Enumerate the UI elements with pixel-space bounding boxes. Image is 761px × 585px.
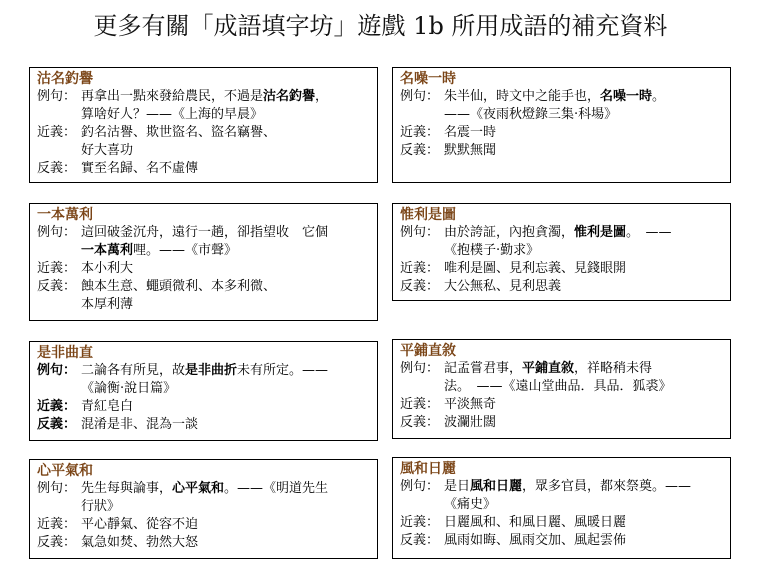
antonym-row xyxy=(400,414,724,432)
antonym-text: 氣急如焚、勃然大怒 xyxy=(81,535,199,550)
idiom-highlight: 惟利是圖 xyxy=(574,225,627,240)
idiom-title: 一本萬利 xyxy=(37,207,93,223)
example-text: 先生每與論事，心平氣和。——《明道先生 行狀》 xyxy=(81,481,329,514)
idiom-highlight: 風和日麗 xyxy=(470,479,523,494)
idiom-highlight: 平鋪直敘 xyxy=(522,361,575,376)
antonym-row xyxy=(37,534,371,552)
example-text: 記孟嘗君事，平鋪直敘，祥略稍未得 法。 ——《遠山堂曲品．具品．狐裘》 xyxy=(444,361,672,394)
idiom-card xyxy=(29,203,378,321)
synonym-text: 平淡無奇 xyxy=(444,397,497,412)
example-label: 例句： xyxy=(400,89,440,104)
example-row xyxy=(400,360,724,396)
example-text: 二論各有所見，故是非曲折未有所定。—— 《論衡·說日篇》 xyxy=(81,363,329,396)
synonym-label: 近義： xyxy=(37,125,77,140)
idiom-card xyxy=(29,341,378,441)
example-label: 例句： xyxy=(400,361,440,376)
example-row xyxy=(37,88,371,124)
synonym-row xyxy=(37,398,371,416)
idiom-card xyxy=(392,457,731,559)
antonym-label: 反義： xyxy=(37,279,77,294)
idiom-highlight: 是非曲折 xyxy=(185,363,238,378)
idiom-title: 心平氣和 xyxy=(37,463,93,479)
idiom-highlight: 一本萬利 xyxy=(81,243,134,258)
antonym-row xyxy=(37,160,371,178)
synonym-text: 本小利大 xyxy=(81,261,134,276)
antonym-row xyxy=(37,278,371,314)
synonym-text: 名震一時 xyxy=(444,125,497,140)
antonym-text: 蝕本生意、蠅頭微利、本多利微、 本厚利薄 xyxy=(81,279,277,312)
idiom-highlight: 名噪一時 xyxy=(600,89,653,104)
synonym-label: 近義： xyxy=(400,125,440,140)
page-title: 更多有關「成語填字坊」遊戲 1b 所用成語的補充資料 xyxy=(93,12,668,40)
synonym-label: 近義： xyxy=(400,261,440,276)
antonym-label: 反義： xyxy=(400,415,440,430)
synonym-row xyxy=(400,260,724,278)
antonym-label: 反義： xyxy=(400,143,440,158)
antonym-text: 風雨如晦、風雨交加、風起雲佈 xyxy=(444,533,627,548)
antonym-row xyxy=(400,532,724,550)
idiom-card xyxy=(392,67,731,183)
example-row xyxy=(400,224,724,260)
idiom-title: 風和日麗 xyxy=(400,461,456,477)
example-row xyxy=(400,478,724,514)
synonym-row xyxy=(37,516,371,534)
antonym-label: 反義： xyxy=(37,161,77,176)
antonym-row xyxy=(400,278,724,296)
example-text: 由於誇証，內抱貪濁，惟利是圖。 —— 《抱樸子·勤求》 xyxy=(444,225,672,258)
example-text: 是日風和日麗，眾多官員，都來祭奠。—— 《痛史》 xyxy=(444,479,692,512)
antonym-label: 反義： xyxy=(400,533,440,548)
antonym-label: 反義： xyxy=(37,417,77,432)
idiom-title: 平鋪直敘 xyxy=(400,343,456,359)
synonym-text: 唯利是圖、見利忘義、見錢眼開 xyxy=(444,261,627,276)
synonym-row xyxy=(400,514,724,532)
example-label: 例句： xyxy=(37,225,77,240)
synonym-text: 平心靜氣、從容不迫 xyxy=(81,517,199,532)
synonym-row xyxy=(37,124,371,160)
antonym-label: 反義： xyxy=(37,535,77,550)
antonym-row xyxy=(400,142,724,160)
antonym-text: 波瀾壯闊 xyxy=(444,415,497,430)
example-row xyxy=(37,362,371,398)
example-text: 朱半仙，時文中之能手也，名噪一時。 ——《夜雨秋燈錄三集·科場》 xyxy=(444,89,666,122)
example-label: 例句： xyxy=(37,89,77,104)
idiom-highlight: 沽名釣譽 xyxy=(263,89,316,104)
idiom-card xyxy=(29,67,378,183)
antonym-text: 默默無聞 xyxy=(444,143,497,158)
example-text: 這回破釜沉舟，遠行一趟，卻指望收 它個 一本萬利哩。——《市聲》 xyxy=(81,225,329,258)
synonym-label: 近義： xyxy=(37,517,77,532)
idiom-card xyxy=(29,459,378,559)
idiom-card xyxy=(392,339,731,439)
example-label: 例句： xyxy=(400,479,440,494)
example-row xyxy=(400,88,724,124)
synonym-label: 近義： xyxy=(37,399,77,414)
antonym-text: 實至名歸、名不虛傳 xyxy=(81,161,199,176)
synonym-row xyxy=(400,124,724,142)
synonym-label: 近義： xyxy=(400,515,440,530)
synonym-text: 日麗風和、和風日麗、風暖日麗 xyxy=(444,515,627,530)
antonym-text: 混淆是非、混為一談 xyxy=(81,417,199,432)
synonym-row xyxy=(400,396,724,414)
synonym-text: 釣名沽譽、欺世盜名、盜名竊譽、 好大喜功 xyxy=(81,125,277,158)
idiom-title: 沽名釣譽 xyxy=(37,71,93,87)
example-label: 例句： xyxy=(400,225,440,240)
idiom-title: 惟利是圖 xyxy=(400,207,456,223)
antonym-text: 大公無私、見利思義 xyxy=(444,279,562,294)
idiom-title: 名噪一時 xyxy=(400,71,456,87)
example-text: 再拿出一點來發給農民，不過是沽名釣譽， 算啥好人？——《上海的早晨》 xyxy=(81,89,329,122)
antonym-label: 反義： xyxy=(400,279,440,294)
antonym-row xyxy=(37,416,371,434)
idiom-title: 是非曲直 xyxy=(37,345,93,361)
example-label: 例句： xyxy=(37,363,77,378)
idiom-card xyxy=(392,203,731,301)
synonym-label: 近義： xyxy=(37,261,77,276)
example-label: 例句： xyxy=(37,481,77,496)
synonym-text: 青紅皂白 xyxy=(81,399,134,414)
example-row xyxy=(37,480,371,516)
example-row xyxy=(37,224,371,260)
idiom-highlight: 心平氣和 xyxy=(172,481,225,496)
synonym-label: 近義： xyxy=(400,397,440,412)
synonym-row xyxy=(37,260,371,278)
